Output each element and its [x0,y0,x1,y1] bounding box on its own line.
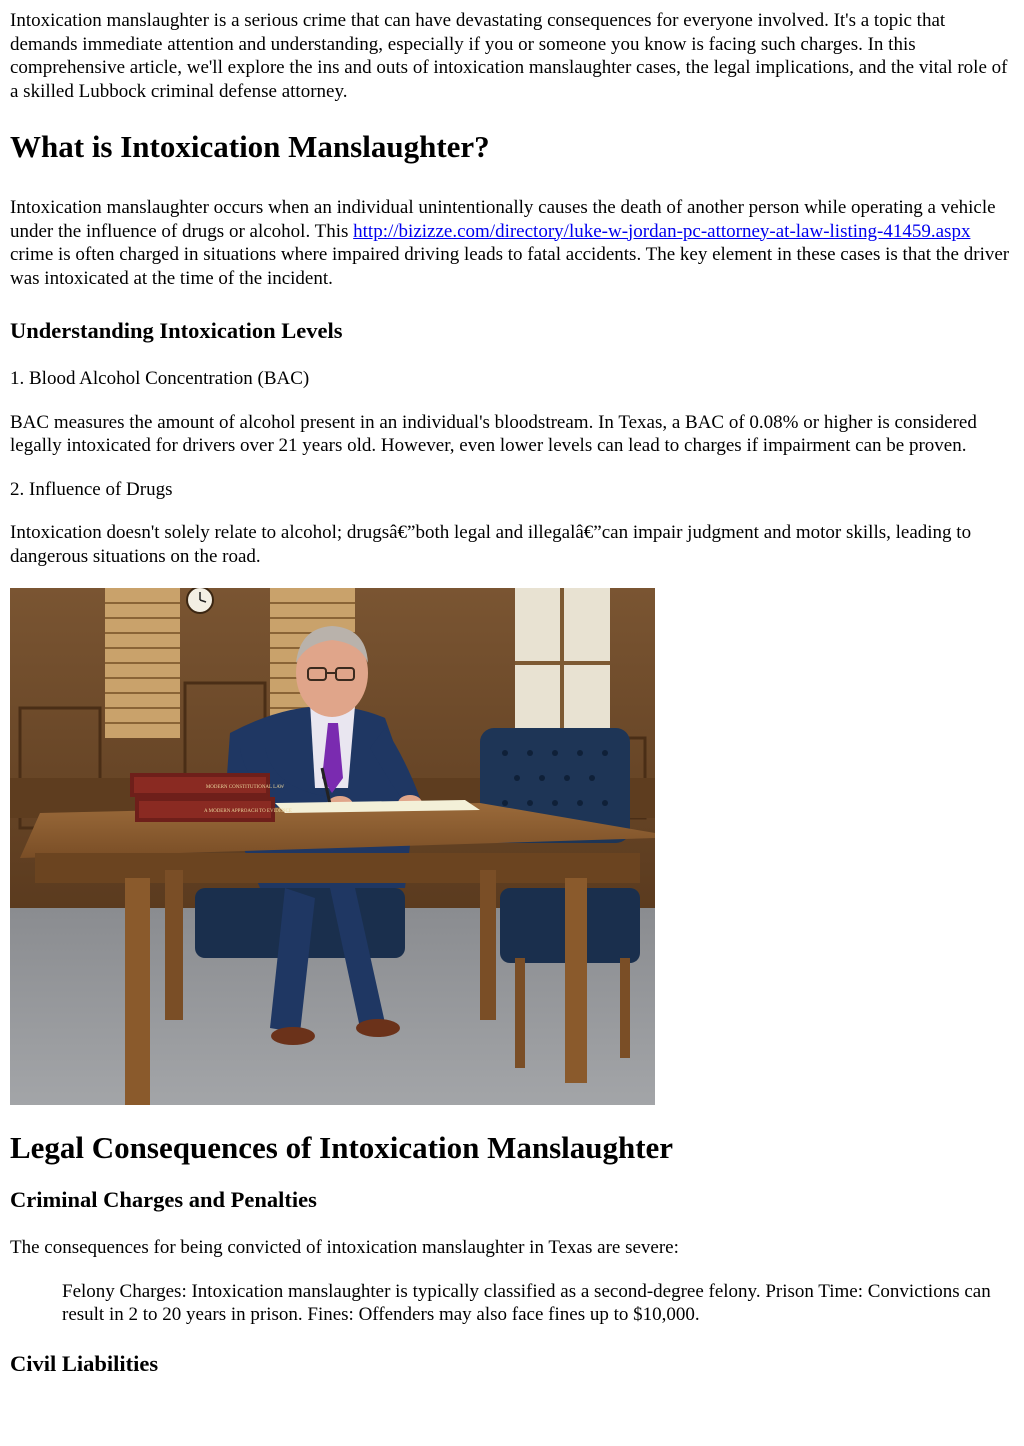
attorney-directory-link[interactable]: http://bizizze.com/directory/luke-w-jordan-pc-attorney-at-law-listing-41459.aspx [353,220,971,242]
book-bottom-spine-text: A MODERN APPROACH TO EVIDENCE [204,809,292,814]
attorney-photo [10,588,655,1105]
consequences-paragraph: The consequences for being convicted of intoxication manslaughter in Texas are severe: [10,1237,679,1258]
heading-what-is: What is Intoxication Manslaughter? [10,129,490,164]
heading-criminal-charges: Criminal Charges and Penalties [10,1187,317,1212]
drugs-title: 2. Influence of Drugs [10,478,173,500]
heading-civil-liabilities: Civil Liabilities [10,1350,159,1376]
what-paragraph [10,196,1014,290]
what-text-before-link: Intoxication manslaughter occurs when an individual unintentionally causes the death of another person while operating a vehicle under the influence of drugs or alcohol. This [10,197,996,242]
what-text-after-link: crime is often charged in situations where impaired driving leads to fatal accidents. The key element in these cases is that the driver was intoxicated at the time of the incident. [10,244,1010,289]
law-books [130,773,292,822]
bac-title: 1. Blood Alcohol Concentration (BAC) [10,368,310,389]
attorney-photo-illustration [10,588,655,1105]
book-top-spine-text: MODERN CONSTITUTIONAL LAW [205,785,285,790]
bac-paragraph: BAC measures the amount of alcohol present in an individual's bloodstream. In Texas, a BAC of 0.08% or higher is considered legally intoxicated for drivers over 21 years old. However, even lower levels can lead to charges if impairment can be proven. [10,411,977,456]
drugs-paragraph: Intoxication doesn't solely relate to alcohol; drugsâ€”both legal and illegalâ€”can impair judgment and motor skills, leading to dangerous situations on the road. [10,522,972,567]
heading-intoxication-levels: Understanding Intoxication Levels [10,318,343,343]
heading-legal-consequences: Legal Consequences of Intoxication Manslaughter [10,1130,674,1165]
intro-paragraph: Intoxication manslaughter is a serious crime that can have devastating consequences for everyone involved. It's a topic that demands immediate attention and understanding, especially if you or someone you know is facing such charges. In this comprehensive article, we'll explore the ins and outs of intoxication manslaughter cases, the legal implications, and the vital role of a skilled Lubbock criminal defense attorney. [10,10,1008,102]
penalties-blockquote: Felony Charges: Intoxication manslaughter is typically classified as a second-degree felony. Prison Time: Convictions can result in 2 to 20 years in prison. Fines: Offenders may also face fines up to $10,000. [62,1280,991,1325]
